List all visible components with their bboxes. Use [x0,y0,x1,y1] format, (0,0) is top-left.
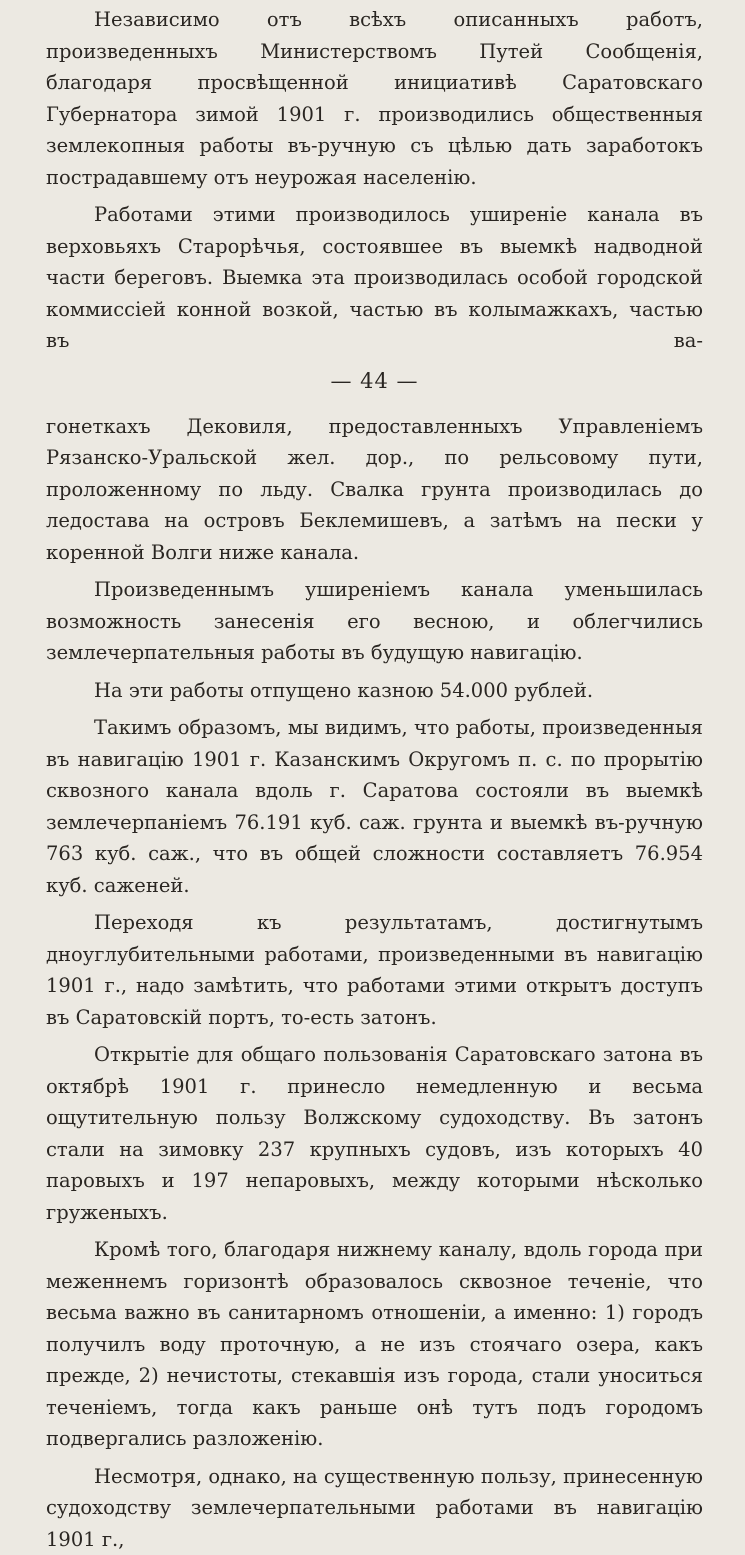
paragraph-port-access: Переходя къ результатамъ, достигнутымъ дноуглубительными работами, произведенными въ навигацію 1901 г., надо замѣтить, что работами этими открытъ доступъ въ Саратовскій портъ, то-есть затонъ. [46,907,703,1033]
paragraph-backwater-opening: Открытіе для общаго пользованія Саратовскаго затона въ октябрѣ 1901 г. принесло немедленную и весьма ощутительную пользу Волжскому судоходству. Въ затонъ стали на зимовку 237 крупныхъ судовъ, изъ которыхъ 40 паровыхъ и 197 непаровыхъ, между которыми нѣсколько груженыхъ. [46,1039,703,1228]
page-number: — 44 — [46,365,703,397]
paragraph-funding: На эти работы отпущено казною 54.000 рублей. [46,675,703,707]
paragraph-continuation: гонеткахъ Дековиля, предоставленныхъ Управленіемъ Рязанско-Уральской жел. дор., по рельсовому пути, проложенному по льду. Свалка грунта производилась до ледостава на островъ Беклемишевъ, а затѣмъ на пески у коренной Волги ниже канала. [46,411,703,569]
paragraph-sanitary-effect: Кромѣ того, благодаря нижнему каналу, вдоль города при меженнемъ горизонтѣ образовалось сквозное теченіе, что весьма важно въ санитарномъ отношеніи, а именно: 1) городъ получилъ воду проточную, а не изъ стоячаго озера, какъ прежде, 2) нечистоты, стекавшія изъ города, стали уноситься теченіемъ, тогда какъ раньше онѣ тутъ подъ городомъ подвергались разложенію. [46,1234,703,1455]
paragraph-canal-result: Произведеннымъ уширеніемъ канала уменьшилась возможность занесенія его весною, и облегчились землечерпательныя работы въ будущую навигацію. [46,574,703,669]
paragraph-summary-volumes: Такимъ образомъ, мы видимъ, что работы, произведенныя въ навигацію 1901 г. Казанскимъ Округомъ п. с. по прорытію сквозного канала вдоль г. Саратова состояли въ выемкѣ землечерпаніемъ 76.191 куб. саж. грунта и выемкѣ въ-ручную 763 куб. саж., что въ общей сложности составляетъ 76.954 куб. саженей. [46,712,703,901]
paragraph-closing: Несмотря, однако, на существенную пользу, принесенную судоходству землечерпательными работами въ навигацію 1901 г., [46,1461,703,1555]
paragraph-canal-widening: Работами этими производилось уширеніе канала въ верховьяхъ Старорѣчья, состоявшее въ выемкѣ надводной части береговъ. Выемка эта производилась особой городской коммиссіей конной возкой, частью въ колымажкахъ, частью въ ва- [46,199,703,357]
paragraph-public-works: Независимо отъ всѣхъ описанныхъ работъ, произведенныхъ Министерствомъ Путей Сообщенія, благодаря просвѣщенной инициативѣ Саратовскаго Губернатора зимой 1901 г. производились общественныя землекопныя работы въ-ручную съ цѣлью дать заработокъ пострадавшему отъ неурожая населенію. [46,0,703,193]
